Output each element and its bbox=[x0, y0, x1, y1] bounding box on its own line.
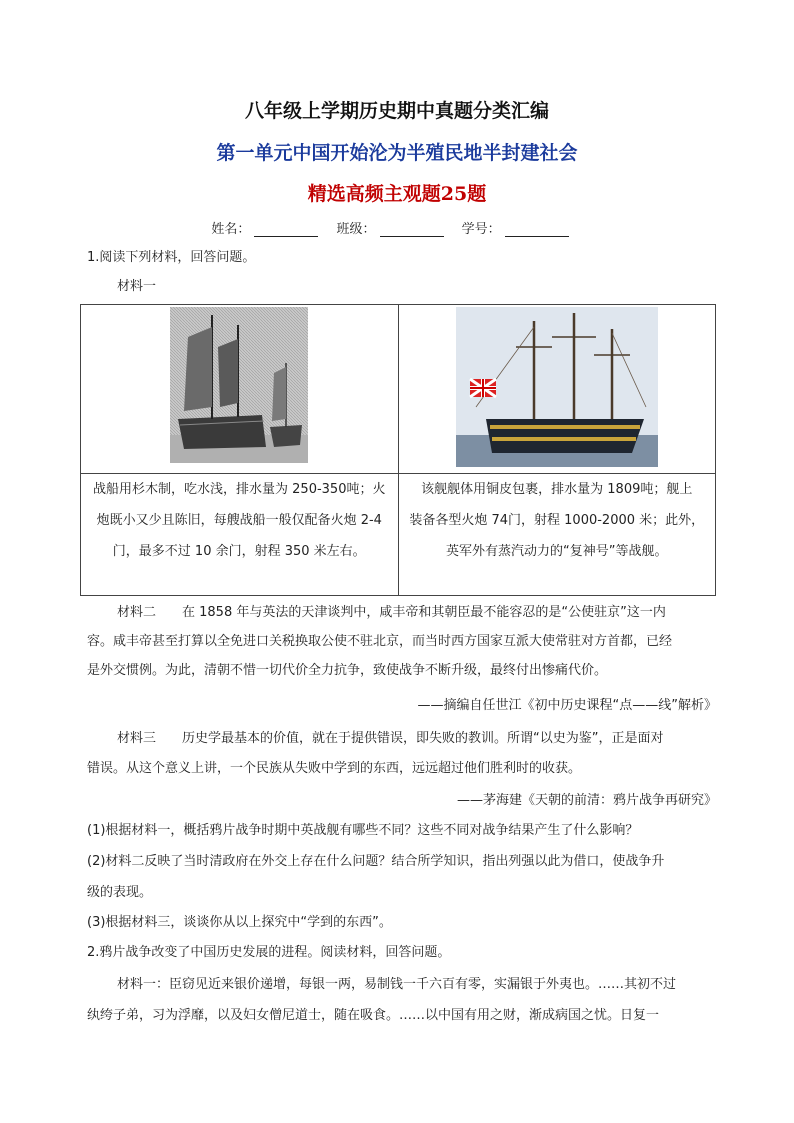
q2-material1-line2: 纨绔子弟，习为浮靡，以及妇女僧尼道士，随在吸食。……以中国有用之财，渐成病国之忧。日复一 bbox=[87, 1008, 660, 1023]
british-warship-image bbox=[456, 307, 658, 467]
id-label: 学号： bbox=[461, 222, 501, 237]
q1-subquestion-2-line1: (2)材料二反映了当时清政府在外交上存在什么问题？结合所学知识，指出列强以此为借口，使战争升 bbox=[87, 854, 665, 869]
q1-subquestion-1: (1)根据材料一，概括鸦片战争时期中英战舰有哪些不同？这些不同对战争结果产生了什么影响？ bbox=[87, 823, 639, 838]
q1-material3-line2: 错误。从这个意义上讲，一个民族从失败中学到的东西，远远超过他们胜利时的收获。 bbox=[87, 761, 582, 776]
student-info-fields bbox=[0, 218, 794, 237]
british-warship-description: 该舰舰体用铜皮包裹，排水量为 1809吨；舰上 装备各型火炮 74门，射程 1000-2000 米；此外， 英军外有蒸汽动力的“复神号”等战舰。 bbox=[398, 474, 716, 596]
class-blank bbox=[380, 222, 444, 237]
section-subtitle: 精选高频主观题25题 bbox=[307, 183, 487, 205]
q2-stem: 2.鸦片战争改变了中国历史发展的进程。阅读材料，回答问题。 bbox=[87, 945, 451, 960]
class-label: 班级： bbox=[336, 222, 376, 237]
id-blank bbox=[505, 222, 569, 237]
q1-stem: 1.阅读下列材料，回答问题。 bbox=[87, 250, 256, 265]
british-warship-image-cell bbox=[398, 305, 716, 474]
q1-subquestion-3: (3)根据材料三，谈谈你从以上探究中“学到的东西”。 bbox=[87, 915, 392, 930]
name-label: 姓名： bbox=[211, 222, 251, 237]
q2-material1-line1: 材料一：臣窃见近来银价递增，每银一两，易制钱一千六百有零，实漏银于外夷也。……其初不过 bbox=[117, 977, 677, 992]
q1-subquestion-2-line2: 级的表现。 bbox=[87, 885, 153, 900]
name-blank bbox=[254, 222, 318, 237]
material1-table bbox=[80, 304, 716, 596]
q1-material3-source: ——茅海建《天朝的前清：鸦片战争再研究》 bbox=[456, 793, 717, 808]
chinese-junk-description: 战船用杉木制，吃水浅，排水量为 250-350吨；火 炮既小又少且陈旧，每艘战船一般仅配备火炮 2-4 门，最多不过 10 余门，射程 350 米左右。 bbox=[81, 474, 399, 596]
unit-title: 第一单元中国开始沦为半殖民地半封建社会 bbox=[216, 142, 578, 164]
q1-material2-line1: 材料二 在 1858 年与英法的天津谈判中，咸丰帝和其朝臣最不能容忍的是“公使驻京”这一内 bbox=[117, 605, 666, 620]
document-title: 八年级上学期历史期中真题分类汇编 bbox=[244, 100, 549, 122]
q1-material2-line3: 是外交惯例。为此，清朝不惜一切代价全力抗争，致使战争不断升级，最终付出惨痛代价。 bbox=[87, 663, 608, 678]
chinese-junk-image bbox=[170, 307, 308, 463]
q1-material3-line1: 材料三 历史学最基本的价值，就在于提供错误，即失败的教训。所谓“以史为鉴”，正是面对 bbox=[117, 731, 664, 746]
q1-material1-label: 材料一 bbox=[117, 279, 157, 294]
chinese-junk-image-cell bbox=[81, 305, 399, 474]
q1-material2-line2: 容。咸丰帝甚至打算以全免进口关税换取公使不驻北京，而当时西方国家互派大使常驻对方首都，已经 bbox=[87, 634, 673, 649]
q1-material2-source: ——摘编自任世江《初中历史课程“点——线”解析》 bbox=[417, 698, 717, 713]
